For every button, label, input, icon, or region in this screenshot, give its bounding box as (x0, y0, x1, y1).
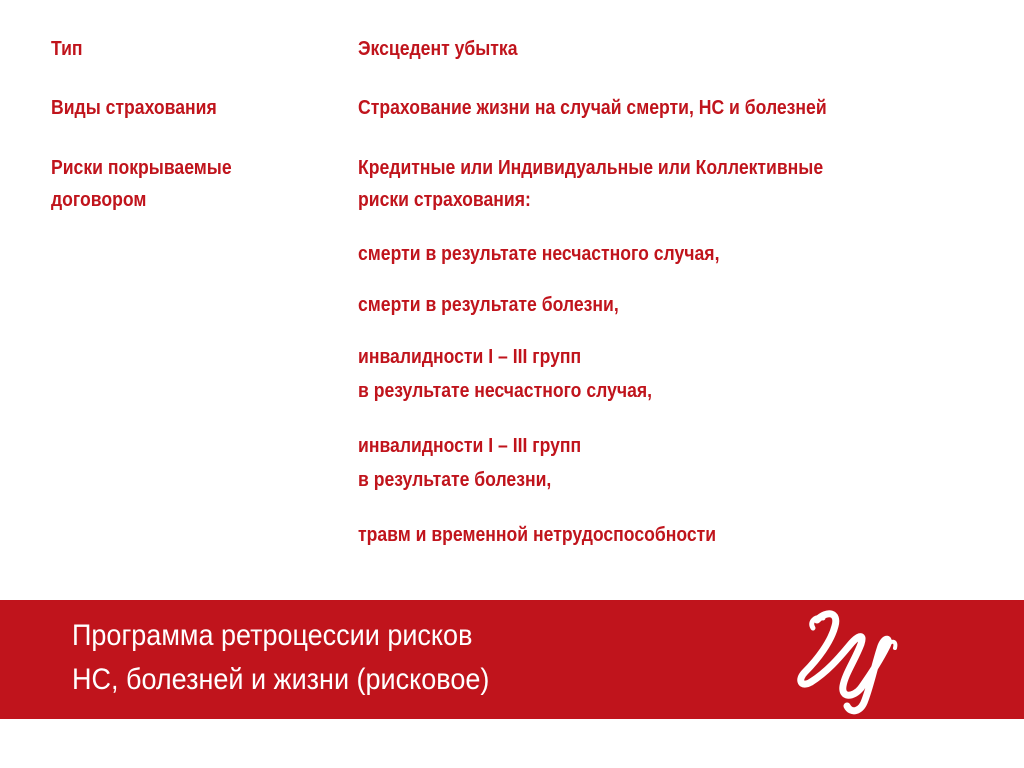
risk-item-injury: травм и временной нетрудоспособности (358, 524, 717, 546)
company-monogram-icon (787, 602, 907, 718)
risks-intro-line-1: Кредитные или Индивидуальные или Коллективные (358, 157, 824, 179)
slide-title-line-1: Программа ретроцессии рисков (72, 619, 473, 652)
type-label: Тип (51, 38, 83, 60)
risks-label-line-1: Риски покрываемые (51, 157, 232, 179)
risk-item-accident-death: смерти в результате несчастного случая, (358, 243, 720, 265)
risk-item-disability-accident-line-1: инвалидности I – III групп (358, 346, 582, 368)
risk-item-disability-illness-line-2: в результате болезни, (358, 469, 552, 491)
risk-item-disability-illness-line-1: инвалидности I – III групп (358, 435, 582, 457)
slide-title (72, 614, 489, 702)
risks-label-line-2: договором (51, 189, 147, 211)
risks-intro-line-2: риски страхования: (358, 189, 531, 211)
kinds-value: Страхование жизни на случай смерти, НС и болезней (358, 97, 827, 119)
footer-band (0, 600, 1024, 719)
slide-title-line-2: НС, болезней и жизни (рисковое) (72, 663, 490, 696)
kinds-label: Виды страхования (51, 97, 217, 119)
type-value: Эксцедент убытка (358, 38, 518, 60)
risk-item-disability-accident-line-2: в результате несчастного случая, (358, 380, 653, 402)
risk-item-illness-death: смерти в результате болезни, (358, 294, 619, 316)
